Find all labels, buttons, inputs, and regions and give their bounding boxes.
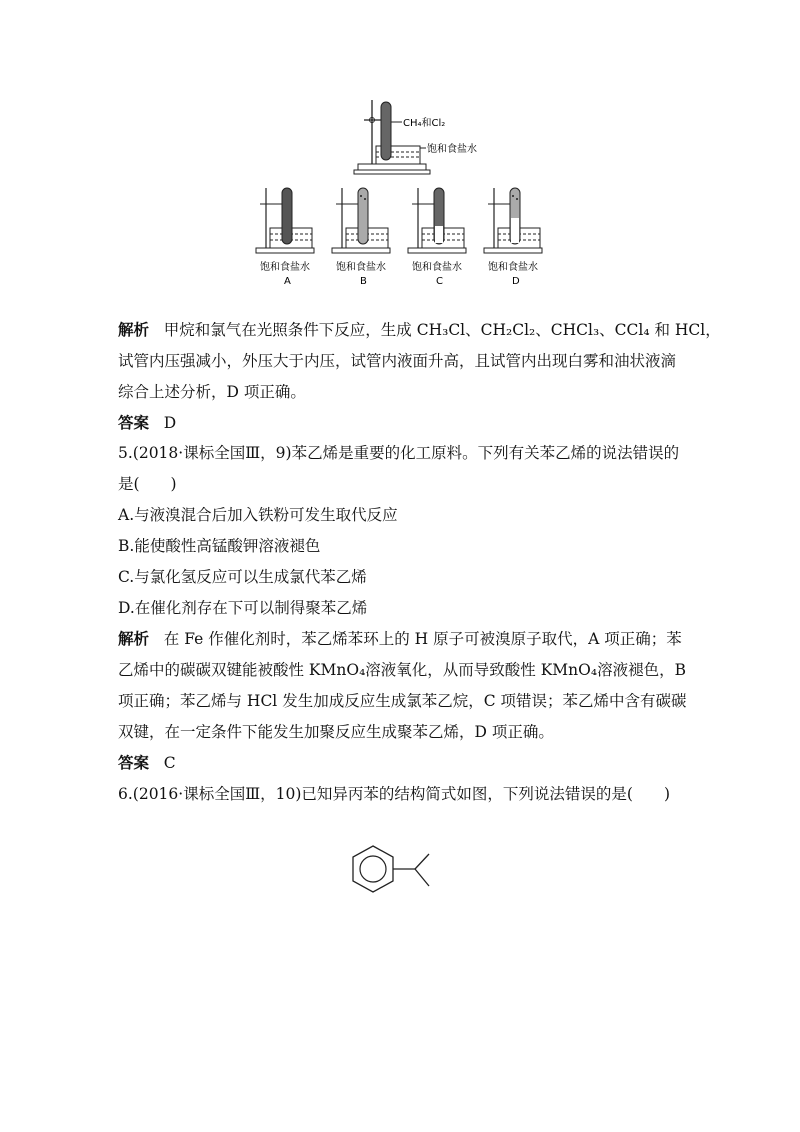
- option-c-apparatus: [408, 188, 466, 287]
- q6-stem: 6.(2016·课标全国Ⅲ，10)已知异丙苯的结构简式如图，下列说法错误的是( ): [118, 785, 671, 803]
- q5-option-d: D.在催化剂存在下可以制得聚苯乙烯: [118, 599, 368, 617]
- option-b-letter: B: [360, 276, 367, 287]
- q5-answer-label: 答案: [118, 753, 150, 772]
- q4-analysis-text-1: 甲烷和氯气在光照条件下反应，生成 CH₃Cl、CH₂Cl₂、CHCl₃、CCl₄ 和 HCl，: [163, 321, 721, 339]
- apparatus-figure-options: [252, 182, 552, 290]
- q5-analysis-label: 解析: [118, 629, 150, 648]
- q5-stem-line-1: 5.(2018·课标全国Ⅲ，9)苯乙烯是重要的化工原料。下列有关苯乙烯的说法错误的: [118, 444, 680, 462]
- q4-answer: [118, 411, 176, 433]
- q5-stem-line-2: 是( ): [118, 475, 177, 493]
- option-d-label: 饱和食盐水: [488, 262, 538, 273]
- apparatus-figure-top: [350, 98, 480, 178]
- q4-analysis-line-3: 综合上述分析，D 项正确。: [118, 383, 306, 401]
- label-gas: CH₄和Cl₂: [403, 118, 446, 129]
- option-a-label: 饱和食盐水: [260, 262, 310, 273]
- option-d-letter: D: [512, 276, 520, 287]
- q5-analysis-line-2: 乙烯中的碳碳双键能被酸性 KMnO₄溶液氧化，从而导致酸性 KMnO₄溶液褪色，B: [118, 661, 686, 679]
- q4-analysis-line-1: [118, 318, 721, 340]
- q4-analysis-line-2: 试管内压强减小，外压大于内压，试管内液面升高，且试管内出现白雾和油状液滴: [118, 352, 677, 370]
- q4-answer-value: D: [163, 414, 177, 432]
- option-a-apparatus: [256, 188, 314, 287]
- q5-analysis-line-3: 项正确；苯乙烯与 HCl 发生加成反应生成氯苯乙烷，C 项错误；苯乙烯中含有碳碳: [118, 692, 687, 710]
- q5-analysis-line-4: 双键，在一定条件下能发生加聚反应生成聚苯乙烯，D 项正确。: [118, 723, 554, 741]
- option-c-label: 饱和食盐水: [412, 262, 462, 273]
- q4-analysis-label: 解析: [118, 320, 150, 339]
- q5-answer-value: C: [163, 754, 176, 772]
- q5-analysis-line-1: [118, 627, 682, 649]
- q4-answer-label: 答案: [118, 413, 150, 432]
- option-b-apparatus: [332, 188, 390, 287]
- q5-answer: [118, 751, 176, 773]
- option-b-label: 饱和食盐水: [336, 262, 386, 273]
- option-a-letter: A: [284, 276, 291, 287]
- q5-option-a: A.与液溴混合后加入铁粉可发生取代反应: [118, 506, 398, 524]
- option-c-letter: C: [436, 276, 443, 287]
- label-water: 饱和食盐水: [427, 144, 477, 155]
- q5-analysis-text-1: 在 Fe 作催化剂时，苯乙烯苯环上的 H 原子可被溴原子取代，A 项正确；苯: [163, 630, 682, 648]
- option-d-apparatus: [484, 188, 542, 287]
- cumene-structure-figure: [345, 840, 450, 906]
- q5-option-b: B.能使酸性高锰酸钾溶液褪色: [118, 537, 321, 555]
- q5-option-c: C.与氯化氢反应可以生成氯代苯乙烯: [118, 568, 367, 586]
